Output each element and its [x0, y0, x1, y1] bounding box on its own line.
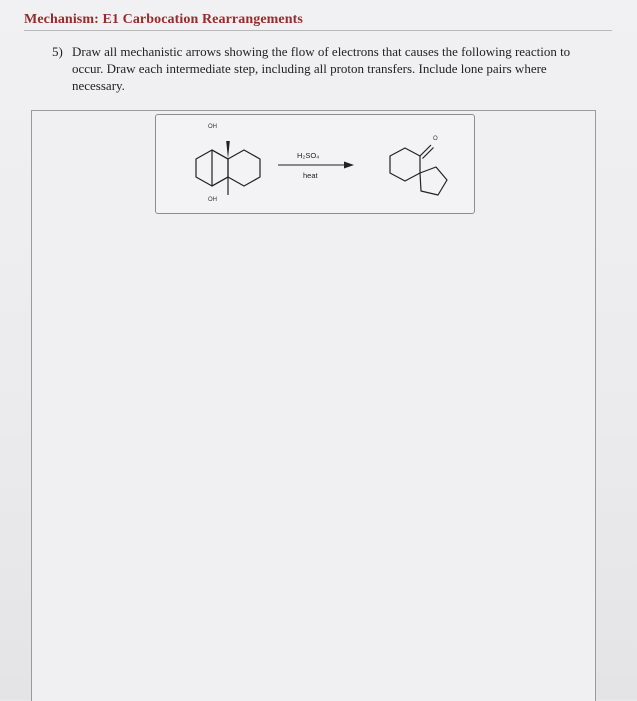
reagent-condition: heat [303, 171, 318, 180]
reactant-right-ring [212, 150, 260, 186]
reactant-top-wedge [226, 141, 230, 159]
reagent-acid: H₂SO₄ [297, 151, 320, 160]
product-carbonyl-bond-2 [423, 148, 434, 159]
section-header [24, 10, 612, 31]
reaction-arrow-head [344, 162, 354, 169]
reaction-scheme [155, 114, 475, 214]
reaction-drawing [156, 115, 474, 213]
reactant-top-oh-label: OH [208, 124, 217, 130]
question-text: Draw all mechanistic arrows showing the flow of electrons that causes the following reaction to occur. Draw each intermediate step, including all proton transfers. Include lone pairs where necessary. [72, 44, 571, 93]
section-title: Mechanism: E1 Carbocation Rearrangements [24, 12, 303, 27]
product-oxygen-label: O [433, 136, 438, 142]
product-six-ring [390, 148, 420, 181]
reactant-bottom-oh-label: OH [208, 197, 217, 203]
product-five-ring [420, 167, 447, 195]
question-5 [52, 43, 592, 94]
product-carbonyl-bond-1 [420, 145, 431, 156]
question-number: 5) [52, 44, 63, 59]
